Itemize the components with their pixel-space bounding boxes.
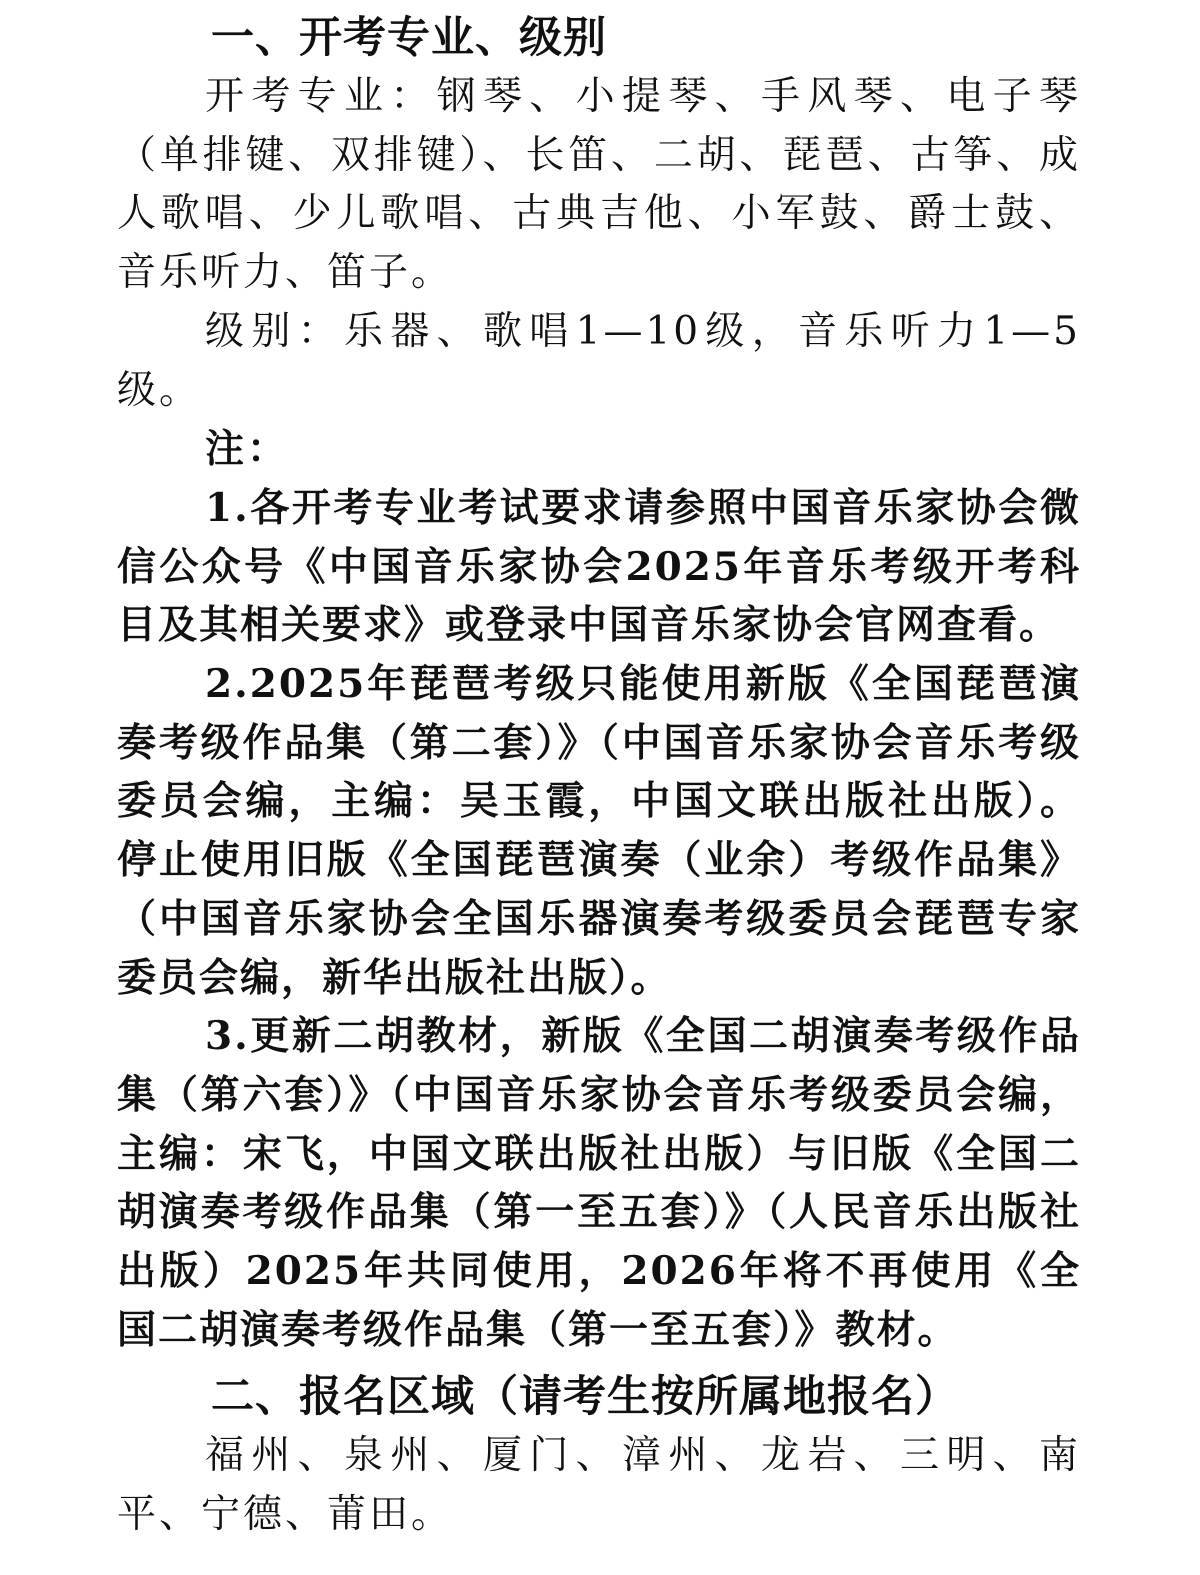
document-page <box>117 8 1081 1545</box>
note-2: 2.2025年琵琶考级只能使用新版《全国琵琶演奏考级作品集（第二套）》（中国音乐家协会音乐考级委员会编，主编：吴玉霞，中国文联出版社出版）。停止使用旧版《全国琵琶演奏（业余）考级作品集》（中国音乐家协会全国乐器演奏考级委员会琵琶专家委员会编，新华出版社出版）。 <box>117 661 1081 1001</box>
levels-paragraph: 级别：乐器、歌唱1—10级，音乐听力1—5级。 <box>117 308 1081 413</box>
note-label: 注： <box>205 426 290 473</box>
note-1: 1.各开考专业考试要求请参照中国音乐家协会微信公众号《中国音乐家协会2025年音乐考级开考科目及其相关要求》或登录中国音乐家协会官网查看。 <box>117 484 1081 649</box>
regions-paragraph: 福州、泉州、厦门、漳州、龙岩、三明、南平、宁德、莆田。 <box>117 1433 1081 1538</box>
section-1-heading: 一、开考专业、级别 <box>211 13 607 63</box>
subjects-paragraph: 开考专业：钢琴、小提琴、手风琴、电子琴（单排键、双排键）、长笛、二胡、琵琶、古筝、成人歌唱、少儿歌唱、古典吉他、小军鼓、爵士鼓、音乐听力、笛子。 <box>117 74 1081 296</box>
section-2-heading: 二、报名区域（请考生按所属地报名） <box>211 1372 959 1423</box>
section-gap <box>117 1359 1081 1367</box>
note-3: 3.更新二胡教材，新版《全国二胡演奏考级作品集（第六套）》（中国音乐家协会音乐考级委员会编，主编：宋飞，中国文联出版社出版）与旧版《全国二胡演奏考级作品集（第一至五套）》（人民音乐出版社出版）2025年共同使用，2026年将不再使用《全国二胡演奏考级作品集（第一至五套）》教材。 <box>117 1013 1081 1353</box>
